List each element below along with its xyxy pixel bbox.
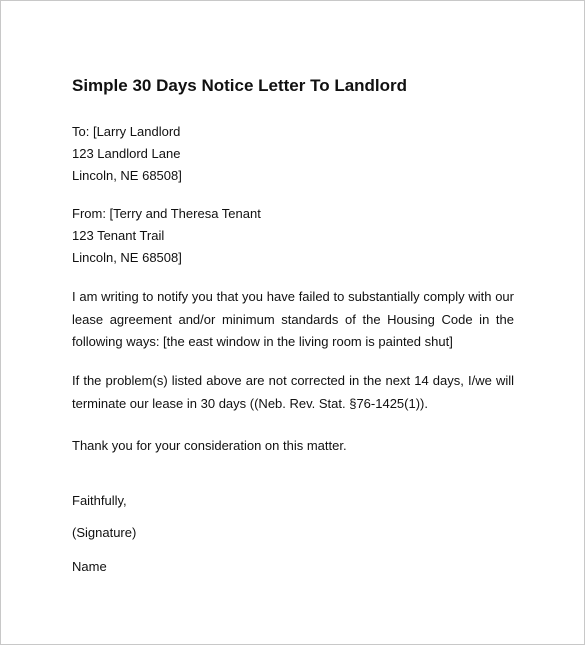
sender-street: 123 Tenant Trail <box>72 228 165 243</box>
sender-address <box>72 203 261 269</box>
closing-name: Name <box>72 559 107 574</box>
recipient-city: Lincoln, NE 68508] <box>72 168 182 183</box>
recipient-street: 123 Landlord Lane <box>72 146 181 161</box>
sender-city: Lincoln, NE 68508] <box>72 250 182 265</box>
recipient-name: To: [Larry Landlord <box>72 124 181 139</box>
closing-valediction: Faithfully, <box>72 493 127 508</box>
body-paragraph-3: Thank you for your consideration on this matter. <box>72 438 347 453</box>
sender-name: From: [Terry and Theresa Tenant <box>72 206 261 221</box>
letter-title: Simple 30 Days Notice Letter To Landlord <box>72 76 408 95</box>
closing-signature: (Signature) <box>72 525 137 540</box>
body-paragraph-1: I am writing to notify you that you have failed to substantially comply with our lease agreement and/or minimum standards of the Housing Code in the following ways: [the east window in the living room is painted shut] <box>72 289 514 349</box>
recipient-address <box>72 121 182 187</box>
body-paragraph-2: If the problem(s) listed above are not corrected in the next 14 days, I/we will terminate our lease in 30 days ((Neb. Rev. Stat. §76-1425(1)). <box>72 373 514 411</box>
